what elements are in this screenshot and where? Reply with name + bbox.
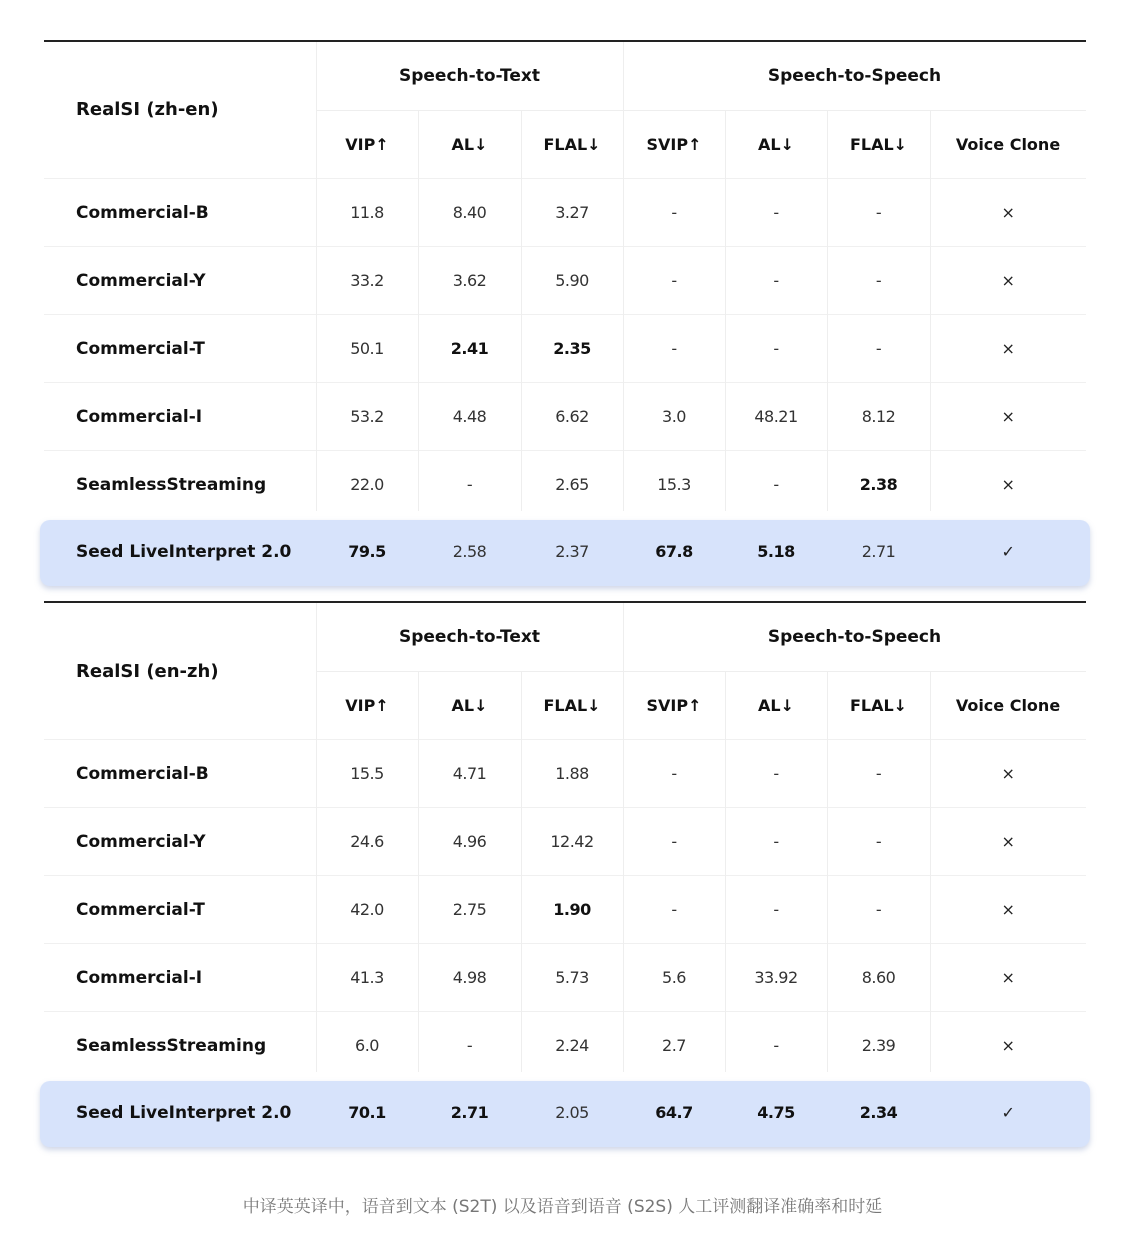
column-header: VIP↑ xyxy=(345,695,389,715)
column-header: AL↓ xyxy=(758,134,794,154)
figure-caption: 中译英英译中，语音到文本 (S2T) 以及语音到语音 (S2S) 人工评测翻译准确率和时延 xyxy=(242,1197,883,1217)
column-separator xyxy=(930,110,931,511)
metric-cell: 33.2 xyxy=(350,271,384,290)
metric-cell: 15.3 xyxy=(657,475,691,494)
metric-cell: - xyxy=(671,900,677,919)
metric-cell: 2.41 xyxy=(450,339,489,358)
column-header: SVIP↑ xyxy=(646,695,702,715)
metric-cell: 3.27 xyxy=(555,203,589,222)
metric-cell: 8.60 xyxy=(861,968,896,987)
metric-cell: 8.40 xyxy=(452,203,487,222)
voice-clone-mark: × xyxy=(1001,339,1015,358)
metric-cell: - xyxy=(875,271,882,290)
metric-cell: - xyxy=(466,475,473,494)
column-header: VIP↑ xyxy=(345,134,389,154)
column-header: AL↓ xyxy=(758,695,794,715)
metric-cell: - xyxy=(773,1036,779,1055)
table-caption: RealSI (en-zh) xyxy=(76,661,219,682)
column-header: Voice Clone xyxy=(955,134,1061,154)
metric-cell: - xyxy=(773,900,779,919)
metric-cell: - xyxy=(671,764,677,783)
table-caption: RealSI (zh-en) xyxy=(76,99,219,120)
voice-clone-mark: × xyxy=(1001,1036,1015,1055)
metric-cell: - xyxy=(773,271,779,290)
metric-cell: 33.92 xyxy=(754,968,798,987)
metric-cell: 2.38 xyxy=(859,475,898,494)
metric-cell: 5.90 xyxy=(555,271,589,290)
metric-cell: 5.6 xyxy=(662,968,686,987)
column-header: FLAL↓ xyxy=(849,695,908,715)
group-header-speech-to-text: Speech-to-Text xyxy=(316,42,623,111)
metric-cell: 53.2 xyxy=(350,407,384,426)
model-name: SeamlessStreaming xyxy=(76,474,267,495)
metric-cell: - xyxy=(773,764,779,783)
model-name: Commercial-T xyxy=(76,899,205,920)
column-separator xyxy=(521,671,522,1072)
results-table xyxy=(44,40,1086,585)
metric-cell: 2.65 xyxy=(555,475,589,494)
metric-cell: - xyxy=(671,832,677,851)
column-separator xyxy=(316,42,317,511)
metric-cell: 5.18 xyxy=(757,542,795,561)
metric-cell: 1.90 xyxy=(553,900,591,919)
metric-cell: 3.0 xyxy=(662,407,686,426)
metric-cell: 48.21 xyxy=(754,407,798,426)
metric-cell: - xyxy=(773,203,779,222)
voice-clone-mark: ✓ xyxy=(1001,1103,1015,1122)
metric-cell: 2.7 xyxy=(662,1036,686,1055)
metric-cell: 4.98 xyxy=(452,968,487,987)
results-table xyxy=(44,601,1086,1146)
metric-cell: 4.96 xyxy=(452,832,487,851)
column-separator xyxy=(418,671,419,1072)
voice-clone-mark: ✓ xyxy=(1001,542,1015,561)
metric-cell: 2.58 xyxy=(452,542,487,561)
metric-cell: 2.24 xyxy=(555,1036,589,1055)
metric-cell: 2.35 xyxy=(553,339,591,358)
group-header-speech-to-speech: Speech-to-Speech xyxy=(623,603,1086,672)
column-separator xyxy=(725,110,726,511)
voice-clone-mark: × xyxy=(1001,968,1015,987)
column-header: SVIP↑ xyxy=(646,134,702,154)
metric-cell: - xyxy=(875,203,882,222)
model-name: Commercial-I xyxy=(76,967,203,988)
column-separator xyxy=(418,110,419,511)
column-separator xyxy=(930,671,931,1072)
model-name: Commercial-T xyxy=(76,338,205,359)
metric-cell: 4.48 xyxy=(452,407,487,426)
model-name: Seed LiveInterpret 2.0 xyxy=(76,1102,292,1123)
metric-cell: 41.3 xyxy=(350,968,384,987)
metric-cell: 12.42 xyxy=(550,832,594,851)
voice-clone-mark: × xyxy=(1001,203,1015,222)
voice-clone-mark: × xyxy=(1001,900,1015,919)
metric-cell: 2.75 xyxy=(452,900,487,919)
model-name: Seed LiveInterpret 2.0 xyxy=(76,541,292,562)
metric-cell: 2.34 xyxy=(859,1103,898,1122)
metric-cell: 22.0 xyxy=(350,475,384,494)
column-separator xyxy=(316,603,317,1072)
metric-cell: 15.5 xyxy=(350,764,384,783)
column-header: Voice Clone xyxy=(955,695,1061,715)
metric-cell: 8.12 xyxy=(861,407,896,426)
voice-clone-mark: × xyxy=(1001,271,1015,290)
metric-cell: 6.62 xyxy=(555,407,589,426)
metric-cell: 6.0 xyxy=(355,1036,379,1055)
voice-clone-mark: × xyxy=(1001,832,1015,851)
metric-cell: 1.88 xyxy=(555,764,589,783)
metric-cell: - xyxy=(773,832,779,851)
column-separator xyxy=(521,110,522,511)
metric-cell: - xyxy=(671,271,677,290)
metric-cell: - xyxy=(875,832,882,851)
metric-cell: 42.0 xyxy=(350,900,384,919)
metric-cell: 2.05 xyxy=(555,1103,589,1122)
column-header: FLAL↓ xyxy=(849,134,908,154)
model-name: Commercial-I xyxy=(76,406,203,427)
group-header-speech-to-speech: Speech-to-Speech xyxy=(623,42,1086,111)
metric-cell: - xyxy=(875,764,882,783)
model-name: Commercial-Y xyxy=(76,270,206,291)
column-separator xyxy=(623,603,624,1072)
highlighted-row xyxy=(44,518,1086,585)
column-separator xyxy=(827,671,828,1072)
metric-cell: - xyxy=(773,475,779,494)
column-header: FLAL↓ xyxy=(543,134,601,154)
group-header-speech-to-text: Speech-to-Text xyxy=(316,603,623,672)
metric-cell: - xyxy=(671,203,677,222)
metric-cell: 70.1 xyxy=(348,1103,386,1122)
metric-cell: 5.73 xyxy=(555,968,589,987)
column-header: AL↓ xyxy=(451,695,488,715)
metric-cell: 67.8 xyxy=(655,542,693,561)
metric-cell: - xyxy=(875,900,882,919)
voice-clone-mark: × xyxy=(1001,475,1015,494)
metric-cell: 11.8 xyxy=(350,203,384,222)
voice-clone-mark: × xyxy=(1001,407,1015,426)
column-separator xyxy=(827,110,828,511)
voice-clone-mark: × xyxy=(1001,764,1015,783)
metric-cell: 2.71 xyxy=(861,542,896,561)
model-name: Commercial-Y xyxy=(76,831,206,852)
column-header: FLAL↓ xyxy=(543,695,601,715)
model-name: Commercial-B xyxy=(76,202,209,223)
metric-cell: - xyxy=(671,339,677,358)
metric-cell: 4.71 xyxy=(452,764,487,783)
metric-cell: 24.6 xyxy=(350,832,384,851)
metric-cell: - xyxy=(773,339,779,358)
metric-cell: 3.62 xyxy=(452,271,487,290)
model-name: Commercial-B xyxy=(76,763,209,784)
metric-cell: - xyxy=(466,1036,473,1055)
column-header: AL↓ xyxy=(451,134,488,154)
metric-cell: 64.7 xyxy=(655,1103,693,1122)
column-separator xyxy=(725,671,726,1072)
metric-cell: 4.75 xyxy=(757,1103,795,1122)
metric-cell: 79.5 xyxy=(348,542,386,561)
highlighted-row xyxy=(44,1079,1086,1146)
metric-cell: 50.1 xyxy=(350,339,384,358)
model-name: SeamlessStreaming xyxy=(76,1035,267,1056)
metric-cell: 2.39 xyxy=(861,1036,896,1055)
metric-cell: - xyxy=(875,339,882,358)
metric-cell: 2.37 xyxy=(555,542,589,561)
metric-cell: 2.71 xyxy=(450,1103,489,1122)
column-separator xyxy=(623,42,624,511)
